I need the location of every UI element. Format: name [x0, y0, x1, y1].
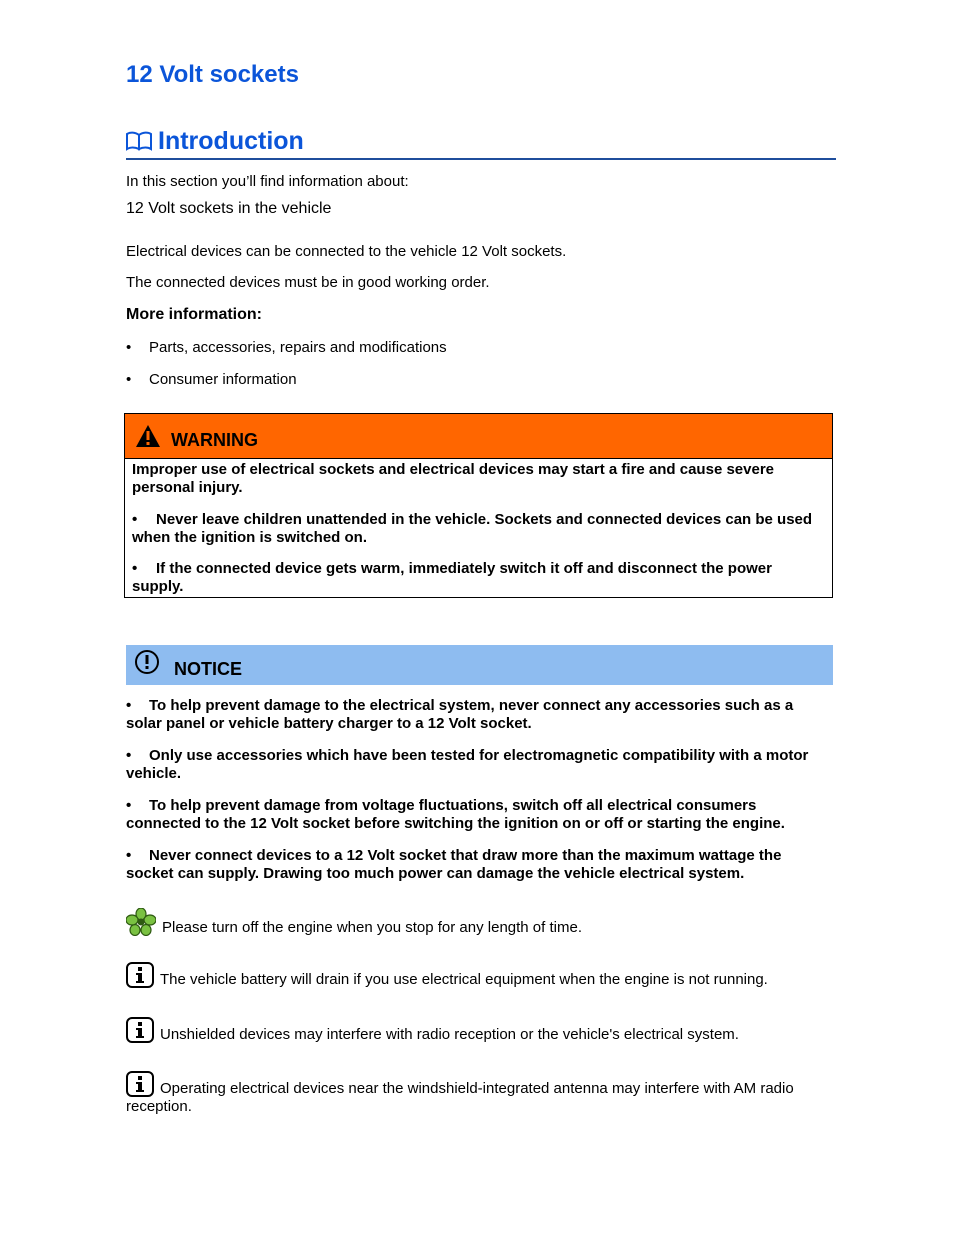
bullet-icon: •	[126, 339, 132, 356]
info-icon	[126, 1017, 154, 1043]
notice-item: • Only use accessories which have been tested for electromagnetic compatibility with a motor vehicle.	[126, 747, 809, 782]
info-icon	[126, 1071, 154, 1097]
environment-tip: Please turn off the engine when you stop for any length of time.	[126, 908, 836, 937]
info-note: The vehicle battery will drain if you use electrical equipment when the engine is not running.	[126, 962, 836, 989]
bullet-icon: •	[132, 511, 138, 528]
bullet-icon: •	[132, 560, 138, 577]
more-info-item[interactable]: • Consumer information	[126, 371, 297, 388]
warning-text: Improper use of electrical sockets and electrical devices may start a fire and cause severe personal injury.	[132, 461, 774, 496]
notice-item: • To help prevent damage to the electrical system, never connect any accessories such as a solar panel or vehicle battery charger to a 12 Volt socket.	[126, 697, 794, 732]
exclamation-circle-icon	[134, 649, 160, 675]
warning-header	[125, 414, 832, 459]
warning-item: • Never leave children unattended in the vehicle. Sockets and connected devices can be used when the ignition is switched on.	[132, 511, 813, 546]
bullet-icon: •	[126, 747, 132, 764]
notice-item: • Never connect devices to a 12 Volt socket that draw more than the maximum wattage the socket can supply. Drawing too much power can damage the vehicle electrical system.	[126, 847, 782, 882]
environment-flower-icon	[126, 908, 156, 936]
section-header	[126, 124, 836, 160]
bullet-icon: •	[126, 371, 132, 388]
book-icon	[126, 131, 152, 151]
warning-label: WARNING	[171, 429, 258, 450]
section-title: Introduction	[158, 126, 304, 155]
paragraph-1: Electrical devices can be connected to the vehicle 12 Volt sockets.	[126, 243, 567, 260]
more-info-title: More information:	[126, 306, 262, 323]
more-info-item[interactable]: • Parts, accessories, repairs and modifications	[126, 339, 447, 356]
warning-box	[124, 413, 833, 598]
page-title: 12 Volt sockets	[126, 61, 299, 88]
bullet-icon: •	[126, 797, 132, 814]
warning-item: • If the connected device gets warm, immediately switch it off and disconnect the power supply.	[132, 560, 772, 595]
notice-header	[126, 645, 833, 685]
bullet-icon: •	[126, 847, 132, 864]
paragraph-2: The connected devices must be in good working order.	[126, 274, 490, 291]
warning-triangle-icon	[135, 424, 161, 448]
intro-text: In this section you’ll find information about:	[126, 173, 409, 190]
notice-item: • To help prevent damage from voltage fluctuations, switch off all electrical consumers connected to the 12 Volt socket before switching the ignition on or off or starting the engine.	[126, 797, 785, 832]
info-icon	[126, 962, 154, 988]
info-note: Unshielded devices may interfere with radio reception or the vehicle's electrical system.	[126, 1017, 836, 1044]
notice-label: NOTICE	[174, 658, 243, 679]
bullet-icon: •	[126, 697, 132, 714]
info-note: Operating electrical devices near the windshield-integrated antenna may interfere with AM radio reception.	[126, 1071, 836, 1116]
section-link[interactable]: 12 Volt sockets in the vehicle	[126, 200, 332, 217]
